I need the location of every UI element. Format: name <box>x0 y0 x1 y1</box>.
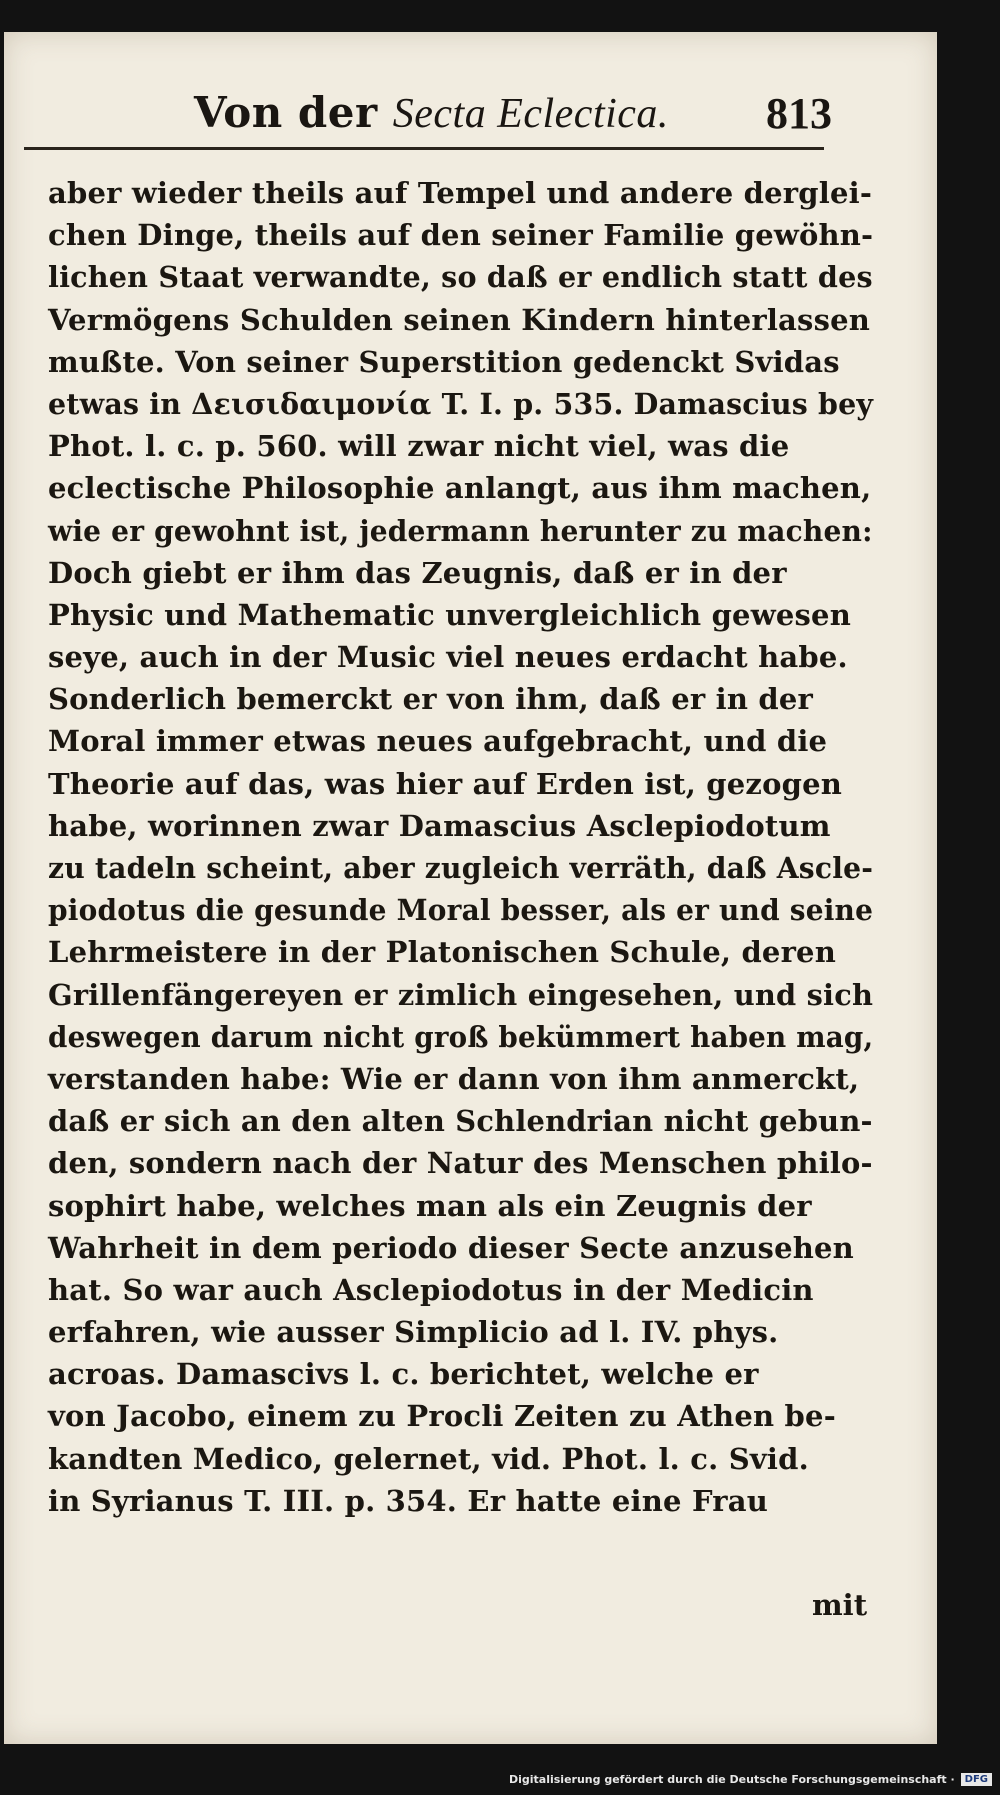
header-rule <box>24 147 824 150</box>
text-line: acroas. Damascivs l. c. berichtet, welche er <box>48 1357 759 1392</box>
text-line: verstanden habe: Wie er dann von ihm anmerckt, <box>48 1061 860 1096</box>
text-line: seye, auch in der Music viel neues erdacht habe. <box>48 640 848 675</box>
text-line: etwas in Δεισιδαιμονία T. I. p. 535. Damascius bey <box>48 386 874 421</box>
text-line: eclectische Philosophie anlangt, aus ihm machen, <box>48 471 872 506</box>
dfg-logo-icon: DFG <box>961 1773 992 1786</box>
text-line: sophirt habe, welches man als ein Zeugnis der <box>48 1188 812 1223</box>
text-line: aber wieder theils auf Tempel und andere derglei- <box>48 176 873 210</box>
text-line: piodotus die gesunde Moral besser, als er und seine <box>48 893 874 928</box>
text-line: Grillenfängereyen er zimlich eingesehen, und sich <box>48 977 874 1012</box>
text-line: zu tadeln scheint, aber zugleich verräth, daß Ascle- <box>48 851 874 885</box>
text-line: hat. So war auch Asclepiodotus in der Medicin <box>48 1272 814 1307</box>
title-roman: Von der <box>194 88 393 137</box>
text-line: Moral immer etwas neues aufgebracht, und die <box>48 724 828 759</box>
title-italic: Secta Eclectica. <box>392 91 669 137</box>
running-header <box>4 82 937 162</box>
text-line: von Jacobo, einem zu Procli Zeiten zu Athen be- <box>48 1399 836 1434</box>
text-line: den, sondern nach der Natur des Menschen philo- <box>48 1146 873 1181</box>
text-line: deswegen darum nicht groß bekümmert haben mag, <box>48 1019 874 1054</box>
text-line: kandten Medico, gelernet, vid. Phot. l. c. Svid. <box>48 1441 809 1476</box>
text-line: Wahrheit in dem periodo dieser Secte anzusehen <box>48 1230 854 1265</box>
page-number: 813 <box>766 89 832 138</box>
body-text <box>48 172 878 1522</box>
text-line: Lehrmeistere in der Platonischen Schule, deren <box>48 935 836 970</box>
text-line: erfahren, wie ausser Simplicio ad l. IV. phys. <box>48 1315 779 1350</box>
page-title <box>194 88 669 138</box>
text-line: mußte. Von seiner Superstition gedenckt Svidas <box>48 344 840 379</box>
digitization-credit <box>509 1773 992 1786</box>
text-line: in Syrianus T. III. p. 354. Er hatte eine Frau <box>48 1483 769 1518</box>
credit-text: Digitalisierung gefördert durch die Deutsche Forschungsgemeinschaft · <box>508 1773 955 1786</box>
text-line: habe, worinnen zwar Damascius Asclepiodotum <box>48 808 831 843</box>
text-line: chen Dinge, theils auf den seiner Familie gewöhn- <box>48 218 874 253</box>
catchword: mit <box>812 1588 868 1622</box>
text-line: Phot. l. c. p. 560. will zwar nicht viel, was die <box>48 429 790 464</box>
text-line: Vermögens Schulden seinen Kindern hinterlassen <box>48 302 871 337</box>
text-line: daß er sich an den alten Schlendrian nicht gebun- <box>48 1104 873 1139</box>
text-line: wie er gewohnt ist, jedermann herunter zu machen: <box>48 513 873 548</box>
text-line: Physic und Mathematic unvergleichlich gewesen <box>48 597 851 632</box>
text-line: Sonderlich bemerckt er von ihm, daß er in der <box>48 682 814 717</box>
text-line: Doch giebt er ihm das Zeugnis, daß er in der <box>48 555 787 590</box>
text-line: Theorie auf das, was hier auf Erden ist, gezogen <box>48 766 843 801</box>
text-line: lichen Staat verwandte, so daß er endlich statt des <box>48 260 873 295</box>
scanned-page <box>4 32 937 1744</box>
